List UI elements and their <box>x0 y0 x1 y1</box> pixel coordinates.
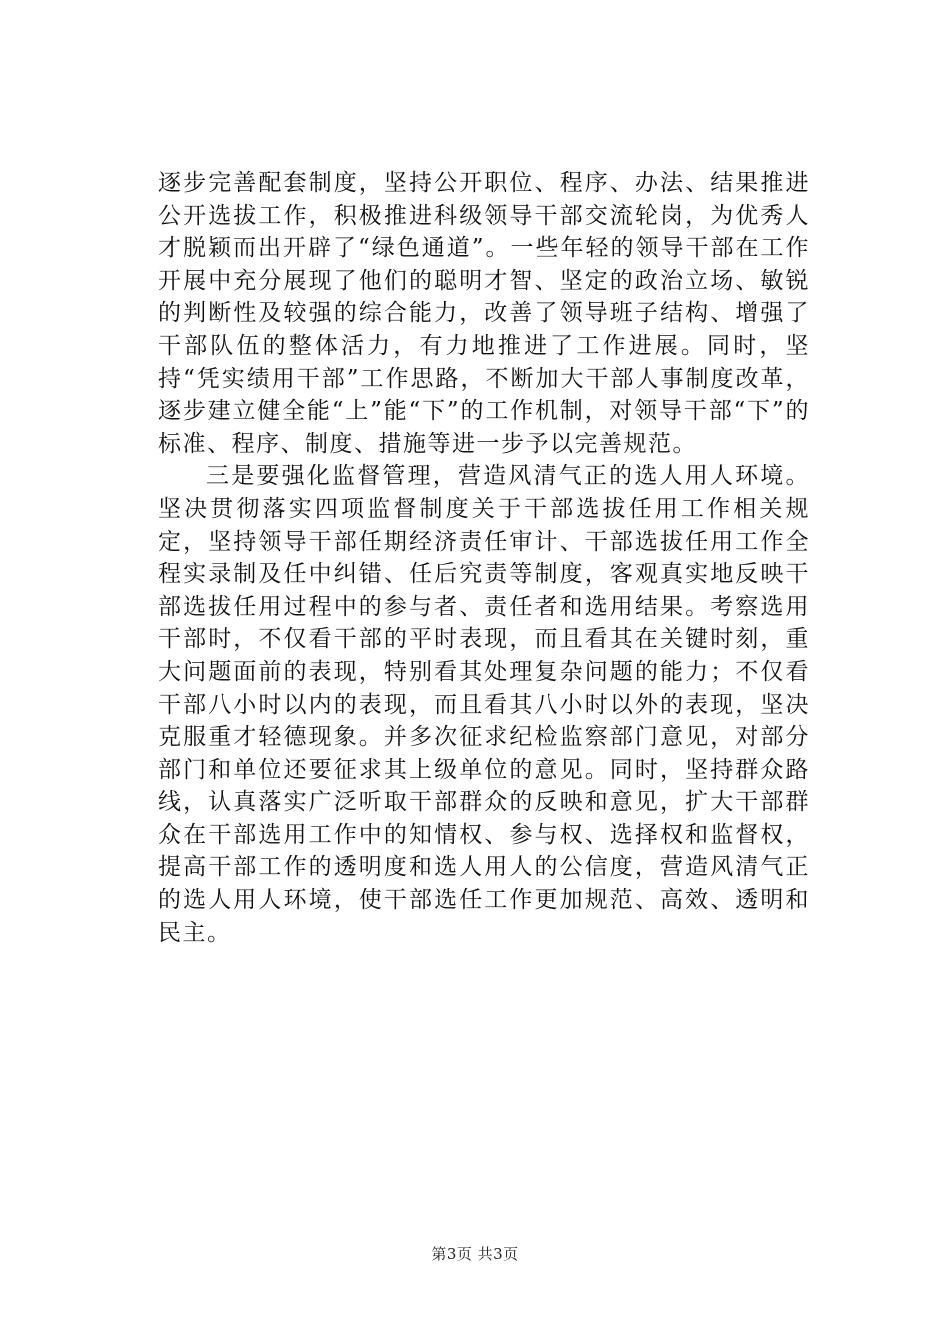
document-body <box>158 167 810 949</box>
page-number-footer: 第3页 共3页 <box>431 1245 519 1263</box>
paragraph-supervision: 三是要强化监督管理，营造风清气正的选人用人环境。坚决贯彻落实四项监督制度关于干部选拔任用工作相关规定，坚持领导干部任期经济责任审计、干部选拔任用工作全程实录制及任中纠错、任后究责等制度，客观真实地反映干部选拔任用过程中的参与者、责任者和选用结果。考察选用干部时，不仅看干部的平时表现，而且看其在关键时刻，重大问题面前的表现，特别看其处理复杂问题的能力；不仅看干部八小时以内的表现，而且看其八小时以外的表现，坚决克服重才轻德现象。并多次征求纪检监察部门意见，对部分部门和单位还要征求其上级单位的意见。同时，坚持群众路线，认真落实广泛听取干部群众的反映和意见，扩大干部群众在干部选用工作中的知情权、参与权、选择权和监督权，提高干部工作的透明度和选人用人的公信度，营造风清气正的选人用人环境，使干部选任工作更加规范、高效、透明和民主。 <box>158 463 810 946</box>
paragraph-continued: 逐步完善配套制度，坚持公开职位、程序、办法、结果推进公开选拔工作，积极推进科级领导干部交流轮岗，为优秀人才脱颖而出开辟了“绿色通道”。一些年轻的领导干部在工作开展中充分展现了他们的聪明才智、坚定的政治立场、敏锐的判断性及较强的综合能力，改善了领导班子结构、增强了干部队伍的整体活力，有力地推进了工作进展。同时，坚持“凭实绩用干部”工作思路，不断加大干部人事制度改革，逐步建立健全能“上”能“下”的工作机制，对领导干部“下”的标准、程序、制度、措施等进一步予以完善规范。 <box>158 170 810 457</box>
